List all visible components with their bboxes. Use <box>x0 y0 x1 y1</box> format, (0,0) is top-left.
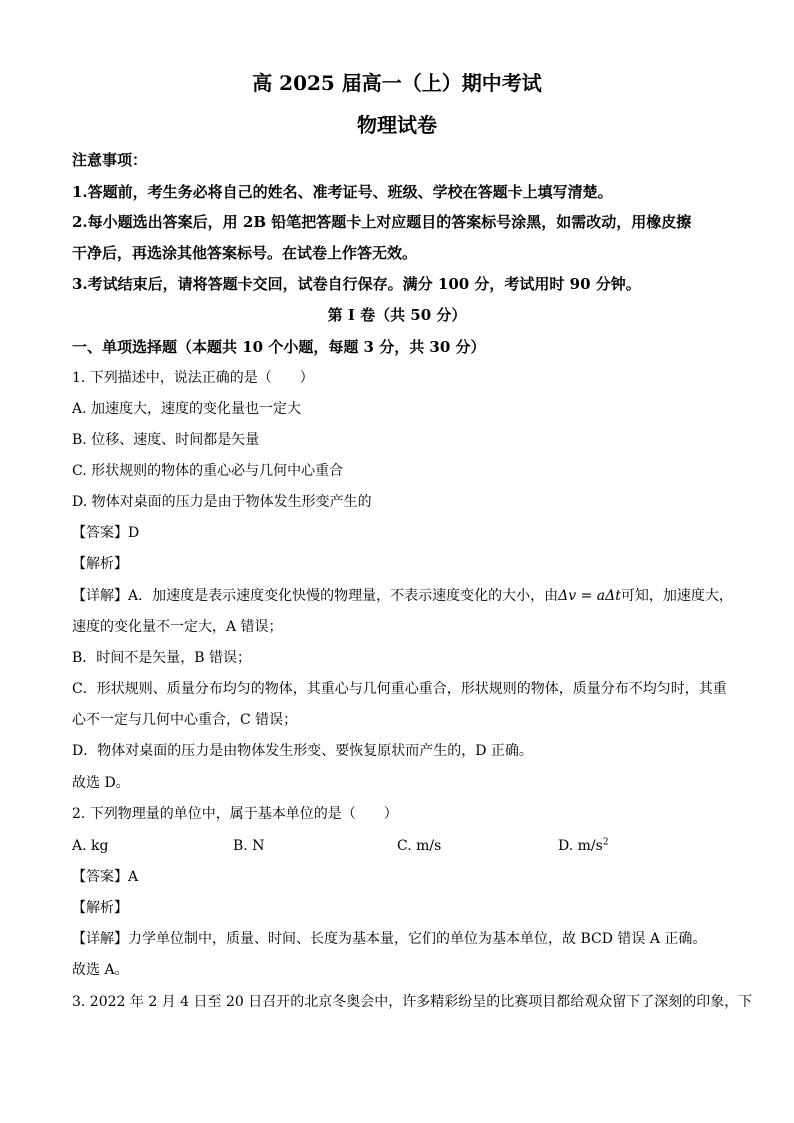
q1-detail-line-2: 速度的变化量不一定大，A 错误； <box>72 619 283 635</box>
q1-detail-b: B．时间不是矢量，B 错误； <box>72 650 252 666</box>
exam-subtitle: 物理试卷 <box>357 113 437 137</box>
exam-title: 高 2025 届高一（上）期中考试 <box>252 71 542 95</box>
q1-detail-prefix: 【详解】A．加速度是表示速度变化快慢的物理量，不表示速度变化的大小，由 <box>72 588 559 604</box>
notice-heading: 注意事项： <box>72 151 148 169</box>
q1-option-b: B. 位移、速度、时间都是矢量 <box>72 432 260 448</box>
q1-option-c: C. 形状规则的物体的重心必与几何中心重合 <box>72 463 344 479</box>
q2-answer: 【答案】A <box>72 869 139 885</box>
q2-option-d-base: D. m/s <box>558 838 603 854</box>
q1-detail-d: D．物体对桌面的压力是由物体发生形变、要恢复原状而产生的，D 正确。 <box>72 743 533 759</box>
q2-option-a: A. kg <box>72 838 109 854</box>
q2-detail: 【详解】力学单位制中，质量、时间、长度为基本量，它们的单位为基本单位，故 BCD 错误 A 正确。 <box>72 931 707 947</box>
q1-detail-suffix: 可知，加速度大， <box>620 588 733 604</box>
q1-analysis-tag: 【解析】 <box>72 556 128 572</box>
q1-detail-c-line-1: C．形状规则、质量分布均匀的物体，其重心与几何重心重合，形状规则的物体，质量分布不均匀时，其重 <box>72 681 727 697</box>
q2-option-d-exponent: 2 <box>602 837 609 848</box>
q1-option-a: A. 加速度大，速度的变化量也一定大 <box>72 401 302 417</box>
q1-option-d: D. 物体对桌面的压力是由于物体发生形变产生的 <box>72 494 372 510</box>
q1-formula: Δv = aΔt <box>558 588 621 604</box>
q1-detail-line-1 <box>72 586 733 606</box>
q2-option-b: B. N <box>233 838 265 854</box>
q2-analysis-tag: 【解析】 <box>72 900 128 916</box>
notice-item-2-line-2: 干净后，再选涂其他答案标号。在试卷上作答无效。 <box>72 244 418 262</box>
notice-item-2-line-1: 2.每小题选出答案后，用 2B 铅笔把答题卡上对应题目的答案标号涂黑，如需改动，用橡皮擦 <box>72 213 692 231</box>
notice-item-1: 1.答题前，考生务必将自己的姓名、准考证号、班级、学校在答题卡上填写清楚。 <box>72 183 613 201</box>
q1-detail-c-line-2: 心不一定与几何中心重合，C 错误； <box>72 712 298 728</box>
q3-stem: 3. 2022 年 2 月 4 日至 20 日召开的北京冬奥会中，许多精彩纷呈的比赛项目都给观众留下了深刻的印象，下 <box>72 994 753 1010</box>
part-heading: 第 I 卷（共 50 分） <box>327 306 467 324</box>
q2-option-d <box>558 836 609 856</box>
notice-item-3: 3.考试结束后，请将答题卡交回，试卷自行保存。满分 100 分，考试用时 90 分钟。 <box>72 275 641 293</box>
q2-conclusion: 故选 A。 <box>72 962 129 978</box>
q2-option-c: C. m/s <box>397 838 442 854</box>
q1-conclusion: 故选 D。 <box>72 775 130 791</box>
q1-answer: 【答案】D <box>72 525 140 541</box>
q1-stem: 1. 下列描述中，说法正确的是（ ） <box>72 370 314 386</box>
section-heading: 一、单项选择题（本题共 10 个小题，每题 3 分，共 30 分） <box>72 338 486 356</box>
q2-stem: 2. 下列物理量的单位中，属于基本单位的是（ ） <box>72 806 398 822</box>
